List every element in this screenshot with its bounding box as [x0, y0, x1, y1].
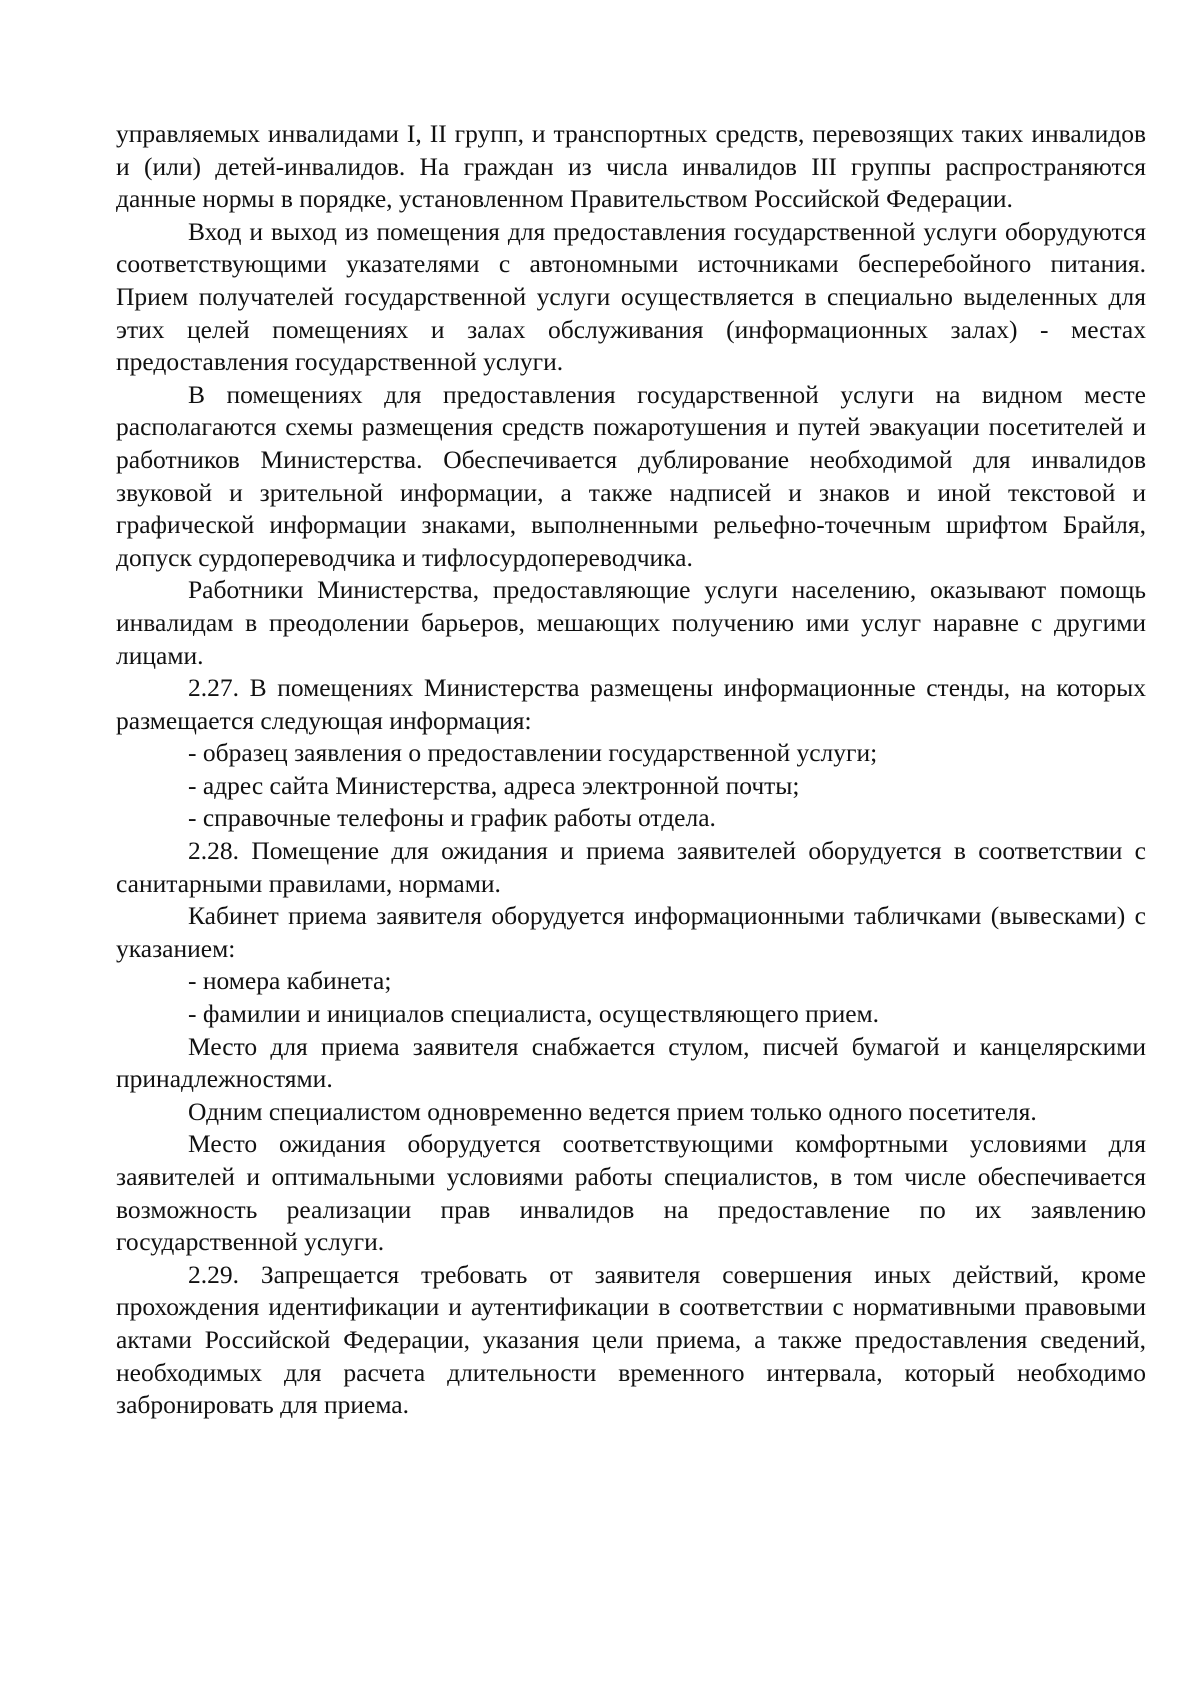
- list-item-application-sample: - образец заявления о предоставлении государственной услуги;: [188, 738, 878, 768]
- paragraph-staff-assistance: Работники Министерства, предоставляющие услуги населению, оказывают помощь инвалидам в преодолении барьеров, мешающих получению ими услуг наравне с другими лицами.: [116, 575, 1146, 670]
- paragraph-continuation: управляемых инвалидами I, II групп, и транспортных средств, перевозящих таких инвалидов и (или) детей-инвалидов. На граждан из числа инвалидов III группы распространяются данные нормы в порядке, установленном Правительством Российской Федерации.: [116, 119, 1146, 214]
- list-item-office-number: - номера кабинета;: [188, 966, 392, 996]
- paragraph-evacuation-schemes: В помещениях для предоставления государственной услуги на видном месте располагаются схемы размещения средств пожаротушения и путей эвакуации посетителей и работников Министерства. Обеспечивается дублирование необходимой для инвалидов звуковой и зрительной информации, а также надписей и знаков и иной текстовой и графической информации знаками, выполненными рельефно-точечным шрифтом Брайля, допуск сурдопереводчика и тифлосурдопереводчика.: [116, 379, 1146, 572]
- paragraph-one-visitor: Одним специалистом одновременно ведется прием только одного посетителя.: [188, 1096, 1037, 1126]
- list-item-specialist-name: - фамилии и инициалов специалиста, осуществляющего прием.: [188, 999, 880, 1029]
- list-item-website-email: - адрес сайта Министерства, адреса электронной почты;: [188, 770, 800, 800]
- paragraph-2-28: 2.28. Помещение для ожидания и приема заявителей оборудуется в соответствии с санитарными правилами, нормами.: [116, 836, 1146, 898]
- paragraph-reception-place: Место для приема заявителя снабжается стулом, писчей бумагой и канцелярскими принадлежностями.: [116, 1031, 1146, 1094]
- paragraph-waiting-place: Место ожидания оборудуется соответствующими комфортными условиями для заявителей и оптимальными условиями работы специалистов, в том числе обеспечивается возможность реализации прав инвалидов на предоставление по их заявлению государственной услуги.: [116, 1129, 1146, 1257]
- paragraph-office-signs: Кабинет приема заявителя оборудуется информационными табличками (вывесками) с указанием:: [116, 901, 1146, 963]
- list-item-phones-schedule: - справочные телефоны и график работы отдела.: [188, 803, 716, 833]
- paragraph-2-29: 2.29. Запрещается требовать от заявителя совершения иных действий, кроме прохождения идентификации и аутентификации в соответствии с нормативными правовыми актами Российской Федерации, указания цели приема, а также предоставления сведений, необходимых для расчета длительности временного интервала, который необходимо забронировать для приема.: [116, 1259, 1146, 1420]
- document-page: [116, 118, 1146, 1422]
- paragraph-2-27: 2.27. В помещениях Министерства размещены информационные стенды, на которых размещается следующая информация:: [116, 673, 1146, 735]
- paragraph-entrance-exit: Вход и выход из помещения для предоставления государственной услуги оборудуются соответствующими указателями с автономными источниками бесперебойного питания. Прием получателей государственной услуги осуществляется в специально выделенных для этих целей помещениях и залах обслуживания (информационных залах) - местах предоставления государственной услуги.: [116, 216, 1146, 377]
